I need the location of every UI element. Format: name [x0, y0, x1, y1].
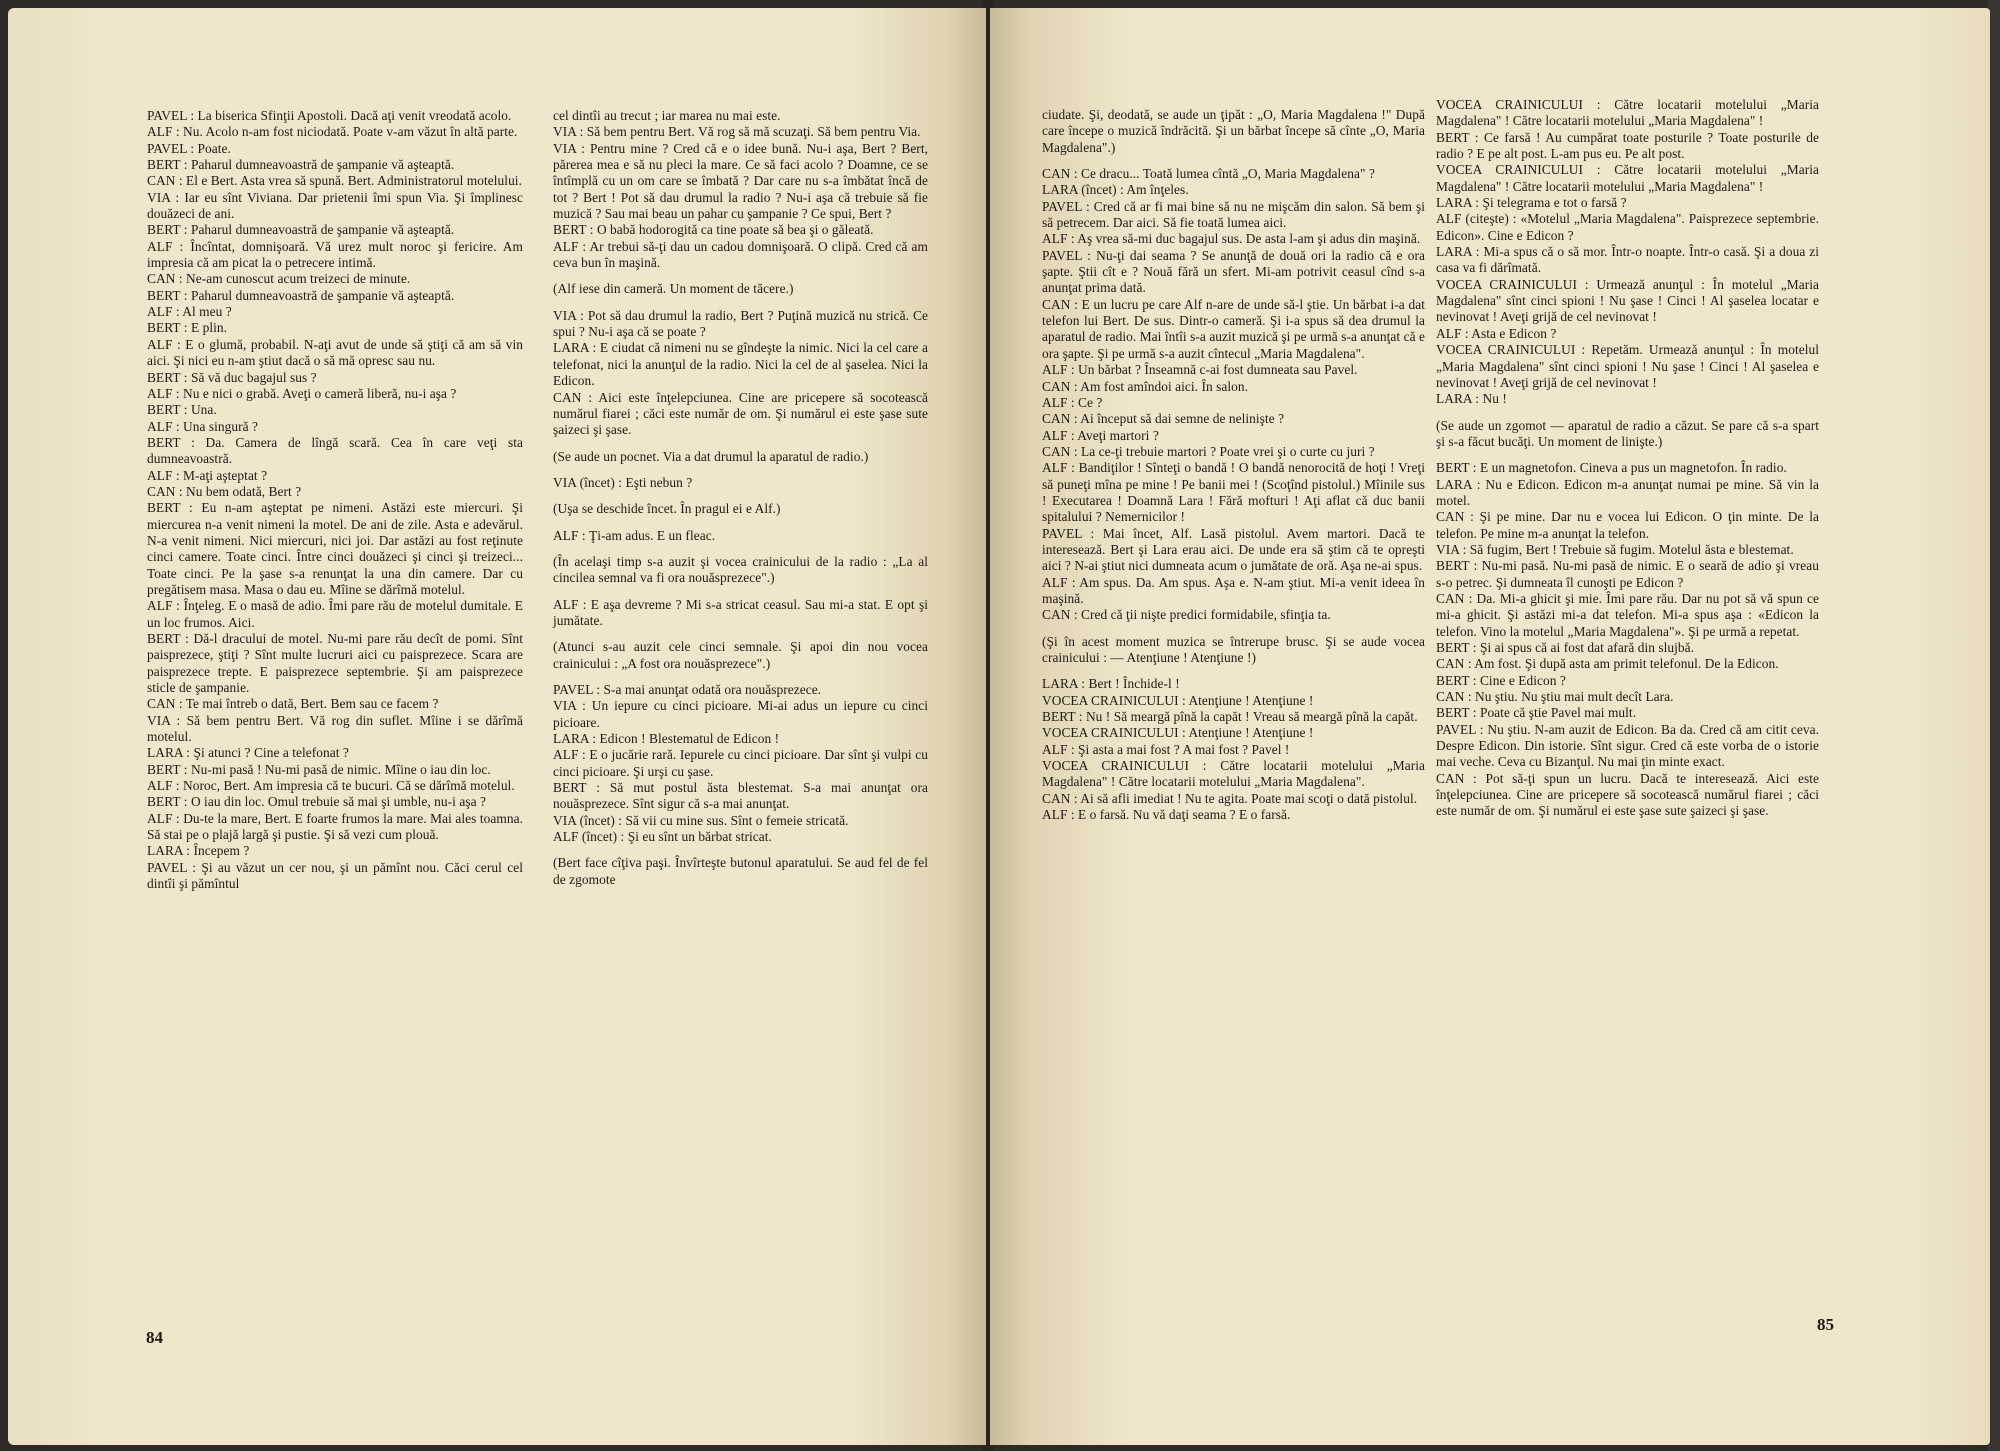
- dialogue-line: ALF : Ce ?: [1042, 394, 1103, 410]
- dialogue-line: LARA : Şi telegrama e tot o farsă ?: [1436, 195, 1627, 211]
- dialogue-line: BERT : Să vă duc bagajul sus ?: [147, 369, 317, 385]
- dialogue-line: CAN : El e Bert. Asta vrea să spună. Bert. Administratorul motelului.: [147, 173, 522, 189]
- dialogue-line: ALF : Nu e nici o grabă. Aveţi o cameră liberă, nu-i aşa ?: [147, 385, 457, 401]
- dialogue-line: ALF : Nu. Acolo n-am fost niciodată. Poate v-am văzut în altă parte.: [147, 124, 518, 140]
- dialogue-line: ALF : E aşa devreme ? Mi s-a stricat ceasul. Sau mi-a stat. E opt şi jumătate.: [553, 596, 928, 628]
- dialogue-line: ALF : M-aţi aşteptat ?: [147, 467, 268, 483]
- dialogue-line: BERT : Paharul dumneavoastră de şampanie vă aşteaptă.: [147, 157, 455, 173]
- dialogue-line: BERT : O iau din loc. Omul trebuie să mai şi umble, nu-i aşa ?: [147, 794, 486, 810]
- dialogue-line: VOCEA CRAINICULUI : Atenţiune ! Atenţiune !: [1042, 692, 1314, 708]
- dialogue-line: LARA : Şi atunci ? Cine a telefonat ?: [147, 745, 349, 761]
- dialogue-line: BERT : Poate că ştie Pavel mai mult.: [1436, 705, 1637, 721]
- right-page-column-2: [1436, 97, 1819, 820]
- dialogue-line: BERT : Ce farsă ! Au cumpărat toate posturile ? Toate posturile de radio ? E pe alt post. L-am pus eu. Pe alt post.: [1436, 129, 1819, 162]
- dialogue-line: ALF : Un bărbat ? Înseamnă c-ai fost dumneata sau Pavel.: [1042, 362, 1358, 378]
- dialogue-line: ALF : Înţeleg. E o masă de adio. Îmi pare rău de motelul dumitale. E un loc frumos. Aici.: [147, 598, 523, 630]
- stage-direction: (Alf iese din cameră. Un moment de tăcere.): [553, 281, 794, 297]
- dialogue-line: LARA : Bert ! Închide-l !: [1042, 676, 1180, 692]
- dialogue-line: VIA (încet) : Să vii cu mine sus. Sînt o femeie stricată.: [553, 812, 849, 828]
- dialogue-line: VIA : Un iepure cu cinci picioare. Mi-ai adus un iepure cu cinci picioare.: [553, 698, 928, 730]
- dialogue-line: PAVEL : S-a mai anunţat odată ora nouăsprezece.: [553, 681, 822, 697]
- stage-direction: (În acelaşi timp s-a auzit şi vocea crainicului de la radio : „La al cincilea semnal va fi ora nouăsprezece".): [553, 553, 928, 586]
- stage-direction: (Bert face cîţiva paşi. Învîrteşte butonul aparatului. Se aud fel de fel de zgomote: [553, 855, 928, 887]
- dialogue-line: BERT : Paharul dumneavoastră de şampanie vă aşteaptă.: [147, 222, 455, 238]
- dialogue-line: ALF : Şi asta a mai fost ? A mai fost ? Pavel !: [1042, 741, 1290, 757]
- stage-direction: (Se aude un pocnet. Via a dat drumul la aparatul de radio.): [553, 448, 869, 464]
- dialogue-line: LARA : Nu e Edicon. Edicon m-a anunţat numai pe mine. Să vin la motel.: [1436, 476, 1819, 508]
- dialogue-line: VIA : Pot să dau drumul la radio, Bert ? Puţină muzică nu strică. Ce spui ? Nu-i aşa că se poate ?: [553, 307, 928, 340]
- dialogue-line: LARA : Începem ?: [147, 843, 250, 859]
- dialogue-line: CAN : Nu ştiu. Nu ştiu mai mult decît Lara.: [1436, 689, 1674, 705]
- dialogue-line: ALF : Ar trebui să-ţi dau un cadou domnişoară. O clipă. Cred că am ceva bun în maşină.: [553, 238, 928, 271]
- stage-direction: (Se aude un zgomot — aparatul de radio a căzut. Se pare că s-a spart şi s-a făcut bucăţi. Un moment de linişte.): [1436, 417, 1819, 449]
- dialogue-line: BERT : E plin.: [147, 320, 227, 336]
- dialogue-line: PAVEL : Poate.: [147, 140, 231, 156]
- dialogue-line: CAN : Aici este înţelepciunea. Cine are pricepere să socotească numărul fiarei ; căci este număr de om. Şi numărul ei este şase sute şaizeci şi şase.: [553, 389, 928, 438]
- dialogue-line: CAN : Ce dracu... Toată lumea cîntă „O, Maria Magdalena" ?: [1042, 166, 1375, 182]
- dialogue-line: ALF (citeşte) : «Motelul „Maria Magdalena". Paisprezece septembrie. Edicon». Cine e Edicon ?: [1436, 211, 1819, 243]
- dialogue-line: VIA : Să bem pentru Bert. Vă rog să mă scuzaţi. Să bem pentru Via.: [553, 124, 921, 140]
- dialogue-line: LARA : Mi-a spus că o să mor. Într-o noapte. Într-o casă. Şi a doua zi casa va fi dărîmată.: [1436, 244, 1819, 276]
- dialogue-line: BERT : Da. Camera de lîngă scară. Cea în care veţi sta dumneavoastră.: [147, 434, 523, 467]
- dialogue-line: CAN : Ai să afli imediat ! Nu te agita. Poate mai scoţi o dată pistolul.: [1042, 790, 1418, 806]
- dialogue-line: ALF : E o jucărie rară. Iepurele cu cinci picioare. Dar sînt şi vulpi cu cinci picioare. Şi urşi cu şase.: [553, 747, 928, 779]
- dialogue-line: BERT : Dă-l dracului de motel. Nu-mi pare rău decît de pomi. Sînt paisprezece, ştiţi ? Sînt multe lucruri aici cu paisprezece. Scara are paisprezece trepte. E paisprezece septembrie. Şi am paisprezece sticle de şampanie.: [147, 631, 523, 696]
- dialogue-line: PAVEL : Nu ştiu. N-am auzit de Edicon. Ba da. Cred că am citit ceva. Despre Edicon. Din istorie. Sînt sigur. Cred că este vorba de o istorie mai veche. Ceva cu Bizanţul. Nu mai ţin minte exact.: [1436, 721, 1819, 770]
- dialogue-line: ALF : Ţi-am adus. E un fleac.: [553, 527, 716, 543]
- dialogue-line: CAN : La ce-ţi trebuie martori ? Poate vrei şi o curte cu juri ?: [1042, 443, 1375, 459]
- dialogue-line: BERT : O babă hodorogită ca tine poate să bea şi o găleată.: [553, 222, 874, 238]
- dialogue-line: CAN : Ne-am cunoscut acum treizeci de minute.: [147, 271, 411, 287]
- dialogue-line: ALF : Am spus. Da. Am spus. Aşa e. N-am ştiut. Mi-a venit ideea în maşină.: [1042, 574, 1425, 606]
- dialogue-line: ALF (încet) : Şi eu sînt un bărbat stricat.: [553, 829, 772, 845]
- dialogue-line: BERT : Şi ai spus că ai fost dat afară din slujbă.: [1436, 640, 1695, 655]
- dialogue-line: VIA : Pentru mine ? Cred că e o idee bună. Nu-i aşa, Bert ? Bert, părerea mea e să nu pleci la mare. Ce să faci acolo ? Doamne, ce se întîmplă cu un om care se îmbată ? Dar care nu s-a îmbătat încă de tot ? Bert ! Pot să dau drumul la radio ? Nu-i aşa că trebuie să fie muzică ? Sau mai beau un pahar cu şampanie ? Ce spui, Bert ?: [553, 140, 928, 222]
- left-page-column-2: [553, 108, 928, 898]
- dialogue-line: PAVEL : Nu-ţi dai seama ? Se anunţă de două ori la radio că e ora şapte. Ştii cît e ? Nouă fără un sfert. Mi-am potrivit ceasul cînd s-a anunţat prima dată.: [1042, 247, 1425, 296]
- dialogue-line: BERT : E un magnetofon. Cineva a pus un magnetofon. În radio.: [1436, 460, 1787, 476]
- dialogue-line: VOCEA CRAINICULUI : Repetăm. Urmează anunţul : În motelul „Maria Magdalena" sînt cinci spioni ! Nu şase ! Cinci ! Al şaselea e nevinovat ! Aveţi grijă de cel nevinovat !: [1436, 342, 1819, 390]
- dialogue-line: ALF : Aş vrea să-mi duc bagajul sus. De asta l-am şi adus din maşină.: [1042, 231, 1421, 247]
- dialogue-line: VIA : Să bem pentru Bert. Vă rog din suflet. Mîine i se dărîmă motelul.: [147, 712, 523, 745]
- dialogue-line: CAN : Ai început să dai semne de nelinişte ?: [1042, 411, 1285, 427]
- dialogue-line: CAN : Şi pe mine. Dar nu e vocea lui Edicon. O ţin minte. De la telefon. Pe mine m-a anunţat la telefon.: [1436, 509, 1819, 541]
- stage-direction: (Atunci s-au auzit cele cinci semnale. Şi apoi din nou vocea crainicului : „A fost ora nouăsprezece".): [553, 639, 928, 671]
- dialogue-line: PAVEL : Cred că ar fi mai bine să nu ne mişcăm din salon. Să bem şi să petrecem. Dar aici. Să fie toată lumea aici.: [1042, 198, 1425, 231]
- dialogue-line: CAN : Da. Mi-a ghicit şi mie. Îmi pare rău. Dar nu pot să vă spun ce mi-a ghicit. Şi astăzi mi-a dat telefon. Mi-a spus aşa : «Edicon la telefon. Vino la motelul „Maria Magdalena"». Şi pe urmă a repetat.: [1436, 590, 1819, 639]
- dialogue-line: ALF : Aveţi martori ?: [1042, 427, 1159, 443]
- dialogue-line: ALF : Una singură ?: [147, 418, 259, 434]
- dialogue-line: BERT : Nu-mi pasă ! Nu-mi pasă de nimic. Mîine o iau din loc.: [147, 761, 491, 777]
- page-number-right: 85: [1817, 1315, 1834, 1334]
- page-number-left: 84: [146, 1328, 163, 1347]
- dialogue-line: BERT : Să mut postul ăsta blestemat. S-a mai anunţat ora nouăsprezece. Sînt sigur că s-a mai anunţat.: [553, 780, 928, 812]
- dialogue-line: VOCEA CRAINICULUI : Atenţiune ! Atenţiune !: [1042, 725, 1314, 741]
- dialogue-line: ALF : Asta e Edicon ?: [1436, 325, 1557, 341]
- dialogue-line: cel dintîi au trecut ; iar marea nu mai este.: [553, 108, 781, 123]
- dialogue-line: LARA : E ciudat că nimeni nu se gîndeşte la nimic. Nici la cel care a telefonat, nici la anunţul de la radio. Nici la cel de al şaselea. Nici la Edicon.: [553, 340, 928, 389]
- dialogue-line: ALF : Du-te la mare, Bert. E foarte frumos la mare. Mai ales toamna. Să stai pe o plajă largă şi pustie. Şi să vezi cum plouă.: [147, 810, 523, 843]
- dialogue-line: PAVEL : La biserica Sfinţii Apostoli. Dacă aţi venit vreodată acolo.: [147, 108, 512, 123]
- dialogue-line: PAVEL : Mai încet, Alf. Lasă pistolul. Avem martori. Dacă te interesează. Bert şi Lara erau aici. De unde era să ştim că te opreşti aici ? N-ai ştiut nici dumneata acum o jumătate de oră. Aşa ne-ai spus.: [1042, 525, 1425, 574]
- dialogue-line: VOCEA CRAINICULUI : Către locatarii motelului „Maria Magdalena" ! Către locatarii motelului „Maria Magdalena".: [1042, 758, 1425, 790]
- dialogue-line: VOCEA CRAINICULUI : Către locatarii motelului „Maria Magdalena" ! Către locatarii motelului „Maria Magdalena" !: [1436, 97, 1819, 129]
- dialogue-line: VIA (încet) : Eşti nebun ?: [553, 474, 693, 490]
- dialogue-line: VOCEA CRAINICULUI : Urmează anunţul : În motelul „Maria Magdalena" sînt cinci spioni ! Nu şase ! Cinci ! Al şaselea locatar e nevinovat ! Aveţi grijă de cel nevinovat !: [1436, 276, 1819, 325]
- dialogue-line: VOCEA CRAINICULUI : Către locatarii motelului „Maria Magdalena" ! Către locatarii motelului „Maria Magdalena" !: [1436, 162, 1819, 194]
- dialogue-line: CAN : E un lucru pe care Alf n-are de unde să-l ştie. Un bărbat i-a dat telefon lui Bert. De sus. Dintr-o cameră. Şi i-a spus să dea drumul la aparatul de radio. Mai întîi s-a auzit muzică şi pe urmă s-a anunţat că e ora şapte. Şi pe urmă s-a auzit cîntecul „Maria Magdalena".: [1042, 296, 1425, 361]
- stage-direction: (Uşa se deschide încet. În pragul ei e Alf.): [553, 501, 781, 517]
- dialogue-line: CAN : Te mai întreb o dată, Bert. Bem sau ce facem ?: [147, 696, 439, 712]
- stage-direction: (Şi în acest moment muzica se întrerupe brusc. Şi se aude vocea crainicului : — Atenţiune ! Atenţiune !): [1042, 633, 1425, 665]
- dialogue-line: ALF : Încîntat, domnişoară. Vă urez mult noroc şi fericire. Am impresia că am picat la o petrecere intimă.: [147, 238, 523, 271]
- dialogue-line: BERT : Cine e Edicon ?: [1436, 672, 1566, 688]
- dialogue-line: BERT : Eu n-am aşteptat pe nimeni. Astăzi este miercuri. Şi miercurea n-a venit nimeni la motel. De ani de zile. Asta e adevărul. N-a venit nimeni. Nici miercuri, nici joi. Dar astăzi au fost reţinute cinci camere. Toate cinci. Între cinci douăzeci şi cinci şi treizeci... Toate cinci. Pe la şase s-a renunţat la una din camere. Dar cu pregătisem masa. Masa o dau eu. Mîine se dărîmă motelul.: [147, 500, 523, 597]
- dialogue-line: CAN : Nu bem odată, Bert ?: [147, 483, 302, 499]
- dialogue-line: PAVEL : Şi au văzut un cer nou, şi un pămînt nou. Căci cerul cel dintîi şi pămîntul: [147, 859, 523, 892]
- dialogue-line: BERT : Nu-mi pasă. Nu-mi pasă de nimic. E o seară de adio şi vreau s-o petrec. Şi dumneata îl cunoşti pe Edicon ?: [1436, 558, 1819, 590]
- dialogue-line: ALF : Bandiţilor ! Sînteţi o bandă ! O bandă nenorocită de hoţi ! Vreţi să puneţi mîna pe mine ! Pe banii mei ! (Scoţînd pistolul.) Mîinile sus ! Executarea ! Doamnă Lara ! Fără mofturi ! Aţi aflat că duc banii spitalului ? Nemernicilor !: [1042, 460, 1425, 525]
- dialogue-line: CAN : Am fost. Şi după asta am primit telefonul. De la Edicon.: [1436, 656, 1779, 672]
- left-page-column-1: [147, 108, 523, 893]
- dialogue-line: ALF : E o glumă, probabil. N-aţi avut de unde să ştiţi că am să vin aici. Şi nici eu n-am ştiut dacă o să mă opresc sau nu.: [147, 336, 523, 369]
- right-page-column-1: [1042, 97, 1425, 823]
- dialogue-line: BERT : Paharul dumneavoastră de şampanie vă aşteaptă.: [147, 287, 455, 303]
- dialogue-line: BERT : Una.: [147, 402, 217, 418]
- stage-direction: ciudate. Şi, deodată, se aude un ţipăt : „O, Maria Magdalena !" După care începe o muzică îndrăcită. Şi un bărbat începe să cînte „O, Maria Magdalena".): [1042, 107, 1425, 155]
- dialogue-line: VIA : Să fugim, Bert ! Trebuie să fugim. Motelul ăsta e blestemat.: [1436, 541, 1794, 557]
- dialogue-line: LARA (încet) : Am înţeles.: [1042, 182, 1189, 198]
- dialogue-line: VIA : Iar eu sînt Viviana. Dar prietenii îmi spun Via. Şi împlinesc douăzeci de ani.: [147, 189, 523, 222]
- dialogue-line: LARA : Nu !: [1436, 391, 1507, 407]
- dialogue-line: ALF : Al meu ?: [147, 304, 232, 320]
- dialogue-line: ALF : E o farsă. Nu vă daţi seama ? E o farsă.: [1042, 807, 1291, 823]
- dialogue-line: LARA : Edicon ! Blestematul de Edicon !: [553, 731, 780, 746]
- dialogue-line: BERT : Nu ! Să meargă pînă la capăt ! Vreau să meargă pînă la capăt.: [1042, 709, 1418, 725]
- dialogue-line: CAN : Am fost amîndoi aici. În salon.: [1042, 378, 1249, 394]
- dialogue-line: CAN : Cred că ţii nişte predici formidabile, sfinţia ta.: [1042, 607, 1331, 623]
- dialogue-line: ALF : Noroc, Bert. Am impresia că te bucuri. Că se dărîmă motelul.: [147, 778, 515, 794]
- dialogue-line: CAN : Pot să-ţi spun un lucru. Dacă te interesează. Aici este înţelepciunea. Cine are pricepere să socotească numărul fiarei ; căci este număr de om. Şi numărul ei este şase sute şaizeci şi şase.: [1436, 770, 1819, 819]
